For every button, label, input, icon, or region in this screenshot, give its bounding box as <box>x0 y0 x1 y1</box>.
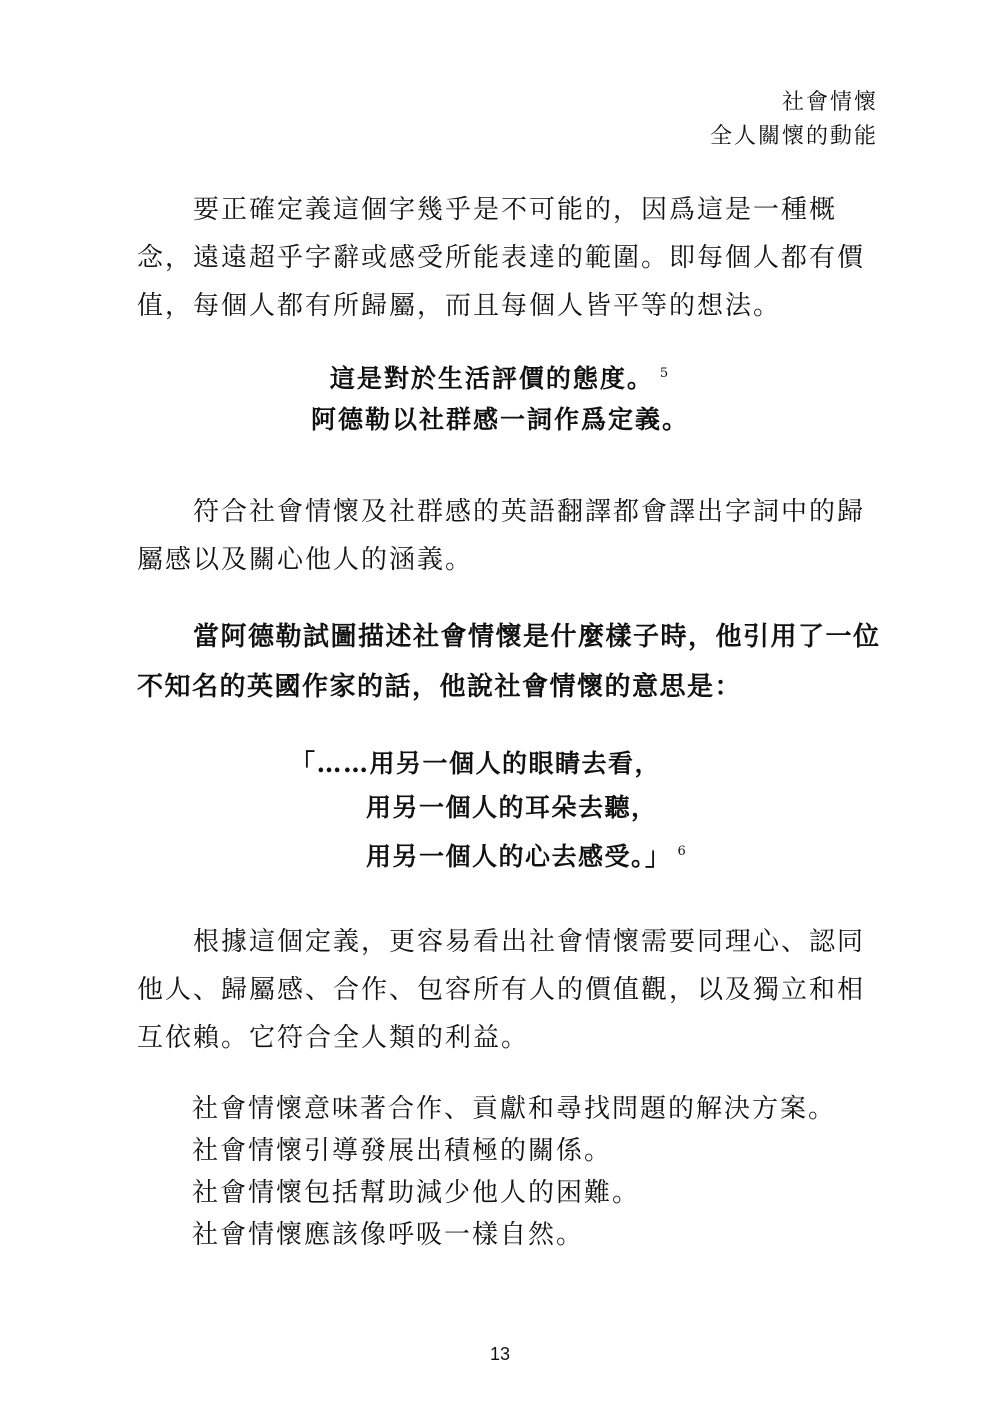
running-header <box>710 86 878 154</box>
list-item: 社會情懷包括幫助減少他人的困難。 <box>192 1178 641 1208</box>
header-subtitle: 全人關懷的動能 <box>709 124 878 149</box>
footnote-ref-5: 5 <box>659 366 671 381</box>
block-quote <box>290 742 770 879</box>
list-item: 社會情懷引導發展出積極的關係。 <box>192 1136 613 1166</box>
quote-line-3: 用另一個人的心去感受。」 $^6$ <box>366 842 688 871</box>
header-title: 社會情懷 <box>781 90 878 115</box>
page-number: 13 <box>489 1344 511 1364</box>
paragraph-adler-quote-intro: 當阿德勒試圖描述社會情懷是什麼樣子時，他引用了一位不知名的英國作家的話，他說社會情懷的意思是： <box>137 622 881 702</box>
paragraph-definition: 要正確定義這個字幾乎是不可能的，因爲這是一種概念，遠遠超乎字辭或感受所能表達的範圍。即每個人都有價值，每個人都有所歸屬，而且每個人皆平等的想法。 <box>137 195 866 321</box>
statement-list <box>192 1088 892 1256</box>
footnote-ref-6: 6 <box>677 844 688 859</box>
list-item: 社會情懷應該像呼吸一樣自然。 <box>192 1220 585 1250</box>
quote-line-2: 用另一個人的耳朵去聽， <box>366 793 658 822</box>
quote-line-1: 「……用另一個人的眼睛去看， <box>290 749 662 778</box>
list-item: 社會情懷意味著合作、貢獻和尋找問題的解決方案。 <box>192 1094 837 1124</box>
paragraph-empathy: 根據這個定義，更容易看出社會情懷需要同理心、認同他人、歸屬感、合作、包容所有人的價值觀，以及獨立和相互依賴。它符合全人類的利益。 <box>137 927 866 1053</box>
emphasis-line-2: 阿德勒以社群感一詞作爲定義。 <box>310 405 689 434</box>
paragraph-translation: 符合社會情懷及社群感的英語翻譯都會譯出字詞中的歸屬感以及關心他人的涵義。 <box>137 497 866 575</box>
emphasis-line-1: 這是對於生活評價的態度。 $^5$ <box>329 364 671 393</box>
